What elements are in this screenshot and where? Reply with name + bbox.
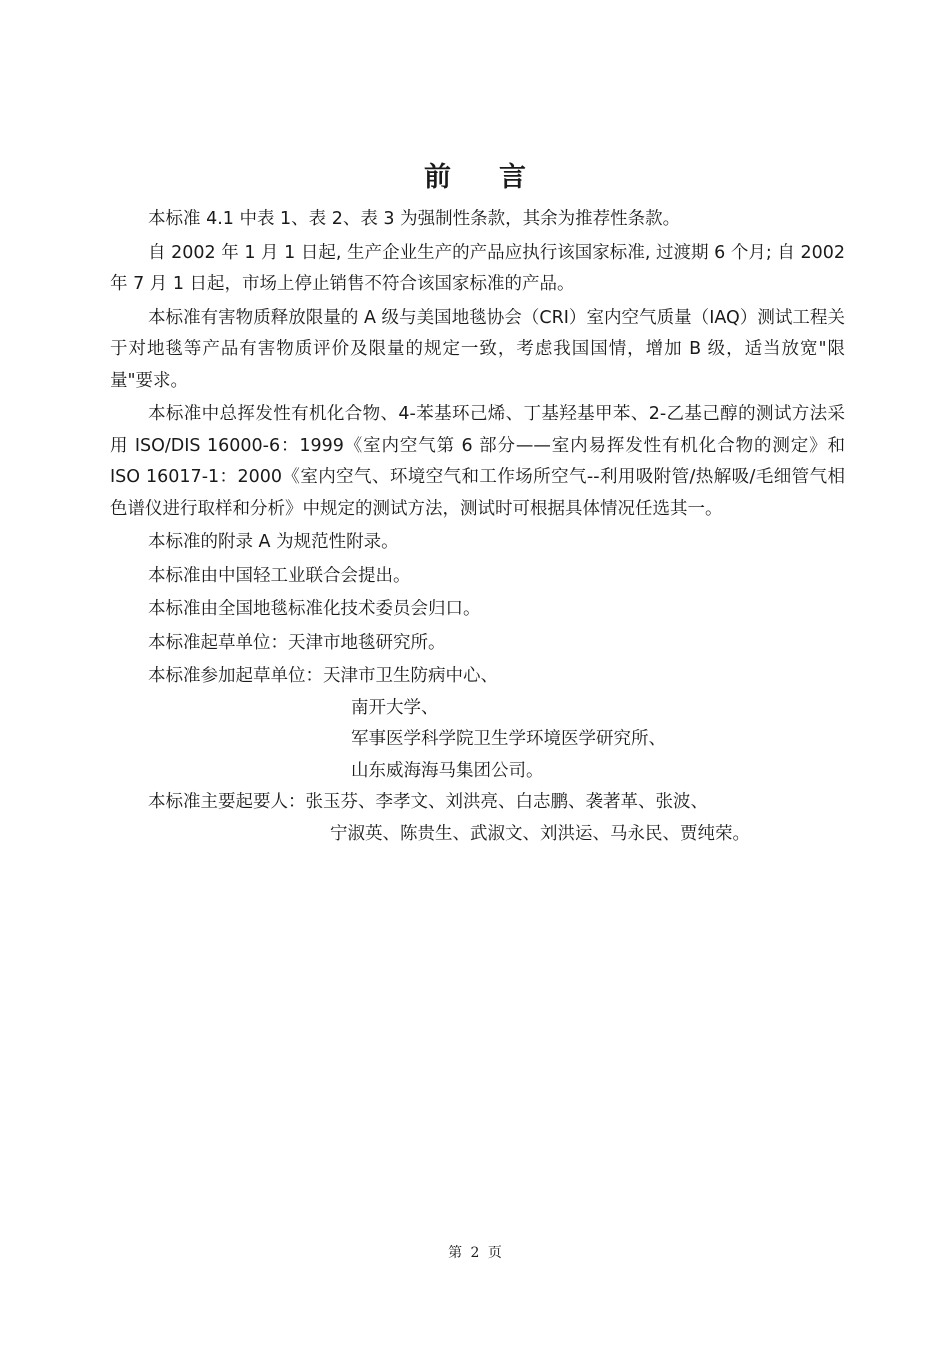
paragraph-mandatory-clauses: 本标准 4.1 中表 1、表 2、表 3 为强制性条款，其余为推荐性条款。 xyxy=(148,209,681,229)
paragraph-centralized-unit: 本标准由全国地毯标准化技术委员会归口。 xyxy=(148,599,481,619)
page-title: 前言 xyxy=(424,162,574,193)
drafters-line: 张玉芬、李孝文、刘洪亮、白志鹏、袭著革、张波、 xyxy=(305,792,708,812)
drafters-label: 本标准主要起要人： xyxy=(148,792,306,812)
paragraph-test-methods: 本标准中总挥发性有机化合物、4-苯基环己烯、丁基羟基甲苯、2-乙基己醇的测试方法采用 ISO/DIS 16000-6：1999《室内空气第 6 部分——室内易挥发性有机化合物的测定》和 ISO 16017-1：2000《室内空气、环境空气和工作场所空气--利用吸附管/热解吸/毛细管气相色谱仪进行取样和分析》中规定的测试方法，测试时可根据具体情况任选其一。 xyxy=(110,404,845,519)
participating-unit-item: 天津市卫生防病中心、 xyxy=(323,666,498,686)
paragraph-limit-grades: 本标准有害物质释放限量的 A 级与美国地毯协会（CRI）室内空气质量（IAQ）测试工程关于对地毯等产品有害物质评价及限量的规定一致，考虑我国国情，增加 B 级，适当放宽"限量"要求。 xyxy=(110,307,845,391)
participating-units-row xyxy=(110,661,845,693)
participating-unit-item: 山东威海海马集团公司。 xyxy=(351,760,544,781)
paragraph-appendix: 本标准的附录 A 为规范性附录。 xyxy=(148,532,399,552)
page-number: 第 2 页 xyxy=(448,1245,502,1261)
paragraph-proposer: 本标准由中国轻工业联合会提出。 xyxy=(148,565,411,586)
participating-units-label: 本标准参加起草单位： xyxy=(148,666,323,686)
drafters-row xyxy=(110,787,845,819)
foreword-body xyxy=(110,204,845,850)
drafters-line: 宁淑英、陈贵生、武淑文、刘洪运、马永民、贾纯荣。 xyxy=(330,823,750,844)
paragraph-drafting-unit: 本标准起草单位：天津市地毯研究所。 xyxy=(148,632,446,653)
participating-unit-item: 南开大学、 xyxy=(351,697,439,718)
participating-unit-item: 军事医学科学院卫生学环境医学研究所、 xyxy=(351,729,666,749)
paragraph-effective-date: 自 2002 年 1 月 1 日起, 生产企业生产的产品应执行该国家标准, 过渡期 6 个月; 自 2002 年 7 月 1 日起，市场上停止销售不符合该国家标准的产品。 xyxy=(110,242,845,294)
